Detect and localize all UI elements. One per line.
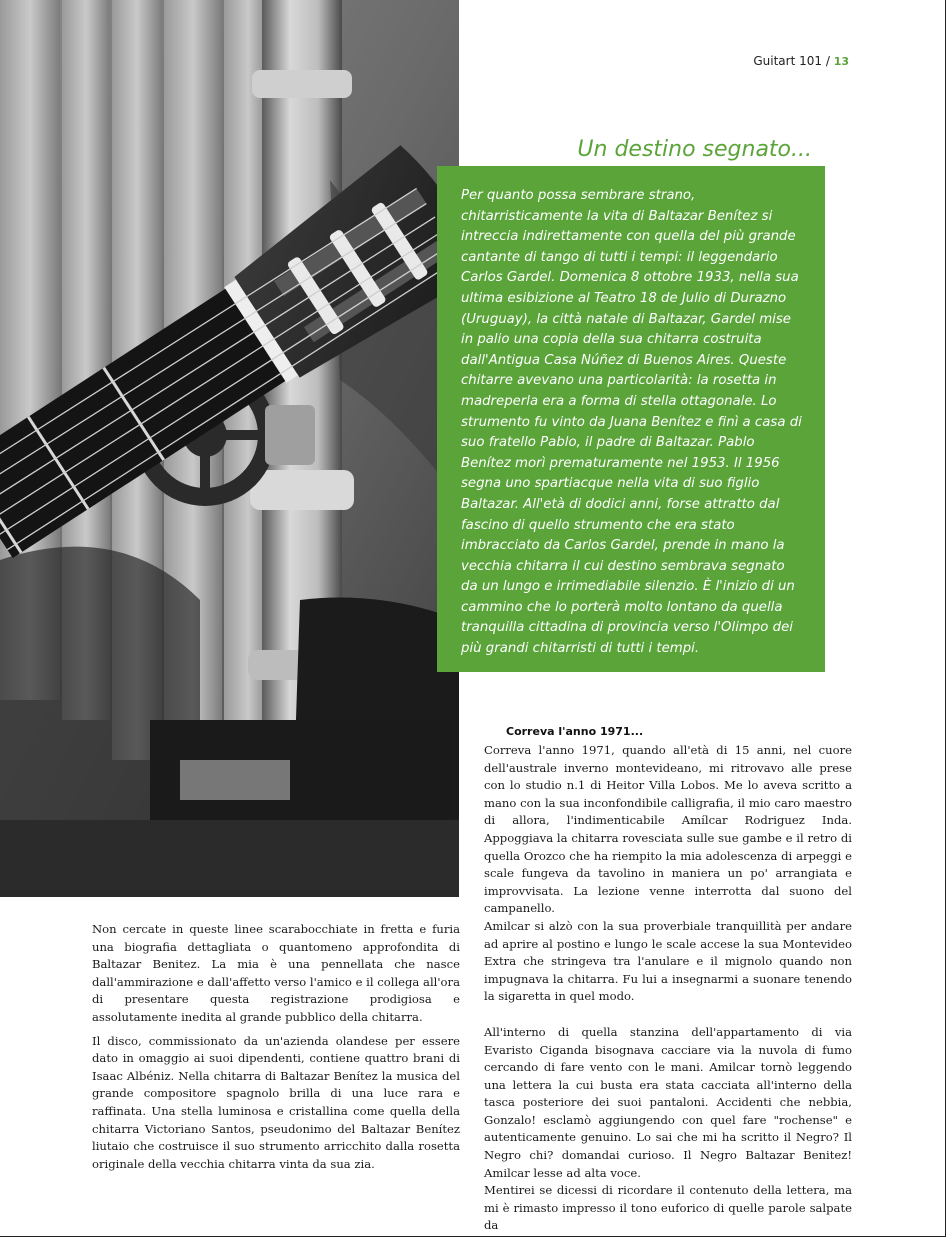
intro-box — [437, 166, 825, 672]
page-number: 13 — [833, 55, 849, 68]
right-paragraph-3: All'interno di quella stanzina dell'appartamento di via Evaristo Ciganda bisognava cacciare via la nuvola di fumo cercando di fare vento con le mani. Amilcar tornò leggendo una lettera la cui busta era stata cacciata all'interno della tasca posteriore dei suoi pantaloni. Accidenti che nebbia, Gonzalo! esclamò aggiungendo con quel fare "rochense" e autenticamente genuino. Lo sai che mi ha scritto il Negro? Il Negro chi? domandai curioso. Il Negro Baltazar Benitez! Amilcar lesse ad alta voce. — [484, 1024, 852, 1180]
guitar-headstock-photo — [0, 0, 459, 897]
left-paragraph-1: Non cercate in queste linee scarabocchiate in fretta e furia una biografia dettagliata o quantomeno approfondita di Baltazar Benitez. La mia è una pennellata che nasce dall'ammirazione e dall'affetto verso l'amico e il collega all'ora di presentare questa registrazione prodigiosa e assolutamente inedita al grande pubblico della chitarra. — [92, 922, 460, 1024]
section-subhead: Correva l'anno 1971... — [506, 725, 644, 738]
right-paragraph-1: Correva l'anno 1971, quando all'età di 15 anni, nel cuore dell'australe inverno montevideano, mi ritrovavo alle prese con lo studio n.1 di Heitor Villa Lobos. Me lo aveva scritto a mano con la sua inconfondibile calligrafia, il mio caro maestro di allora, l'indimenticabile Amílcar Rodriguez Inda. Appoggiava la chitarra rovesciata sulle sue gambe e il retro di quella Orozco che ha riempito la mia adolescenza di arpeggi e scale fungeva da tavolino in maniera un po' arrangiata e improvvisata. La lezione venne interrotta dal suono del campanello. — [484, 743, 852, 916]
magazine-name: Guitart 101 / — [753, 54, 830, 68]
right-paragraph-2: Amilcar si alzò con la sua proverbiale tranquillità per andare ad aprire al postino e lungo le scale accese la sua Montevideo Extra che stringeva tra l'anulare e il mignolo quando non impugnava la chitarra. Fu lui a insegnarmi a suonare tenendo la sigaretta in quel modo. — [484, 918, 852, 1004]
right-paragraph-4: Mentirei se dicessi di ricordare il contenuto della lettera, ma mi è rimasto impresso il tono euforico di quelle parole salpate da — [484, 1183, 852, 1233]
left-paragraph-2: Il disco, commissionato da un'azienda olandese per essere dato in omaggio ai suoi dipendenti, contiene quattro brani di Isaac Albéniz. Nella chitarra di Baltazar Benítez la musica del grande compositore spagnolo brilla di una luce rara e raffinata. Una stella luminosa e cristallina come quella della chitarra Victoriano Santos, pseudonimo del Baltazar Benítez liutaio che costruisce il suo strumento arricchito dalla rosetta originale della vecchia chitarra vinta da sua zia. — [92, 1033, 460, 1171]
right-column — [484, 742, 852, 1235]
intro-text: Per quanto possa sembrare strano, chitarristicamente la vita di Baltazar Benítez si intreccia indirettamente con quella del più grande cantante di tango di tutti i tempi: il leggendario Carlos Gardel. Domenica 8 ottobre 1933, nella sua ultima esibizione al Teatro 18 de Julio di Durazno (Uruguay), la città natale di Baltazar, Gardel mise in palio una copia della sua chitarra costruita dall'Antigua Casa Núñez di Buenos Aires. Queste chitarre avevano una particolarità: la rosetta in madreperla era a forma di stella ottagonale. Lo strumento fu vinto da Juana Benítez e finì a casa di suo fratello Pablo, il padre di Baltazar. Pablo Benítez morì prematuramente nel 1953. Il 1956 segna uno spartiacque nella vita di suo figlio Baltazar. All'età di dodici anni, forse attratto dal fascino di quello strumento che era stato imbracciato da Carlos Gardel, prende in mano la vecchia chitarra il cui destino sembrava segnato da un lungo e irrimediabile silenzio. È l'inizio di un cammino che lo porterà molto lontano da quella tranquilla cittadina di provincia verso l'Olimpo dei più grandi chitarristi di tutti i tempi. — [461, 188, 802, 657]
left-column — [92, 921, 460, 1173]
article-title: Un destino segnato... — [577, 137, 812, 162]
page-header — [753, 54, 849, 68]
